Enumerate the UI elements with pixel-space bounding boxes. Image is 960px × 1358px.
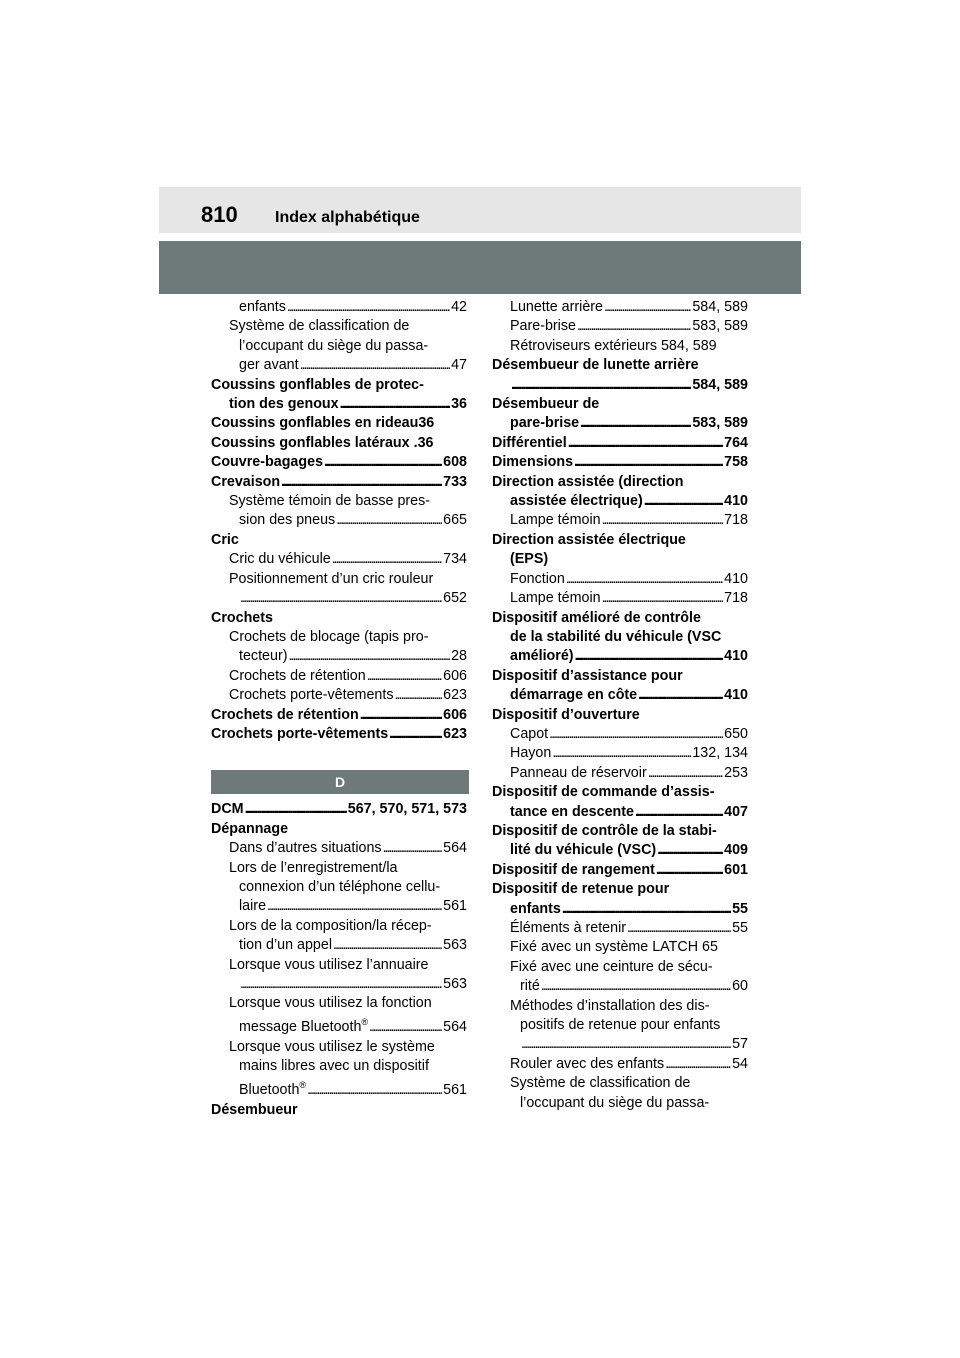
index-entry: [211, 414, 467, 433]
index-entry: [211, 647, 467, 666]
page-ref: 764: [724, 434, 748, 451]
page-ref: 606: [443, 667, 467, 684]
page-ref: 584, 589: [692, 299, 748, 315]
index-entry: [211, 395, 467, 414]
entry-text: Lors de l’enregistrement/la: [229, 859, 398, 876]
entry-text: Dispositif de commande d’assis-: [492, 784, 715, 801]
page-ref: 54: [732, 1055, 748, 1072]
index-entry: [492, 453, 748, 472]
index-entry: [211, 511, 467, 530]
entry-text: Dispositif d’assistance pour: [492, 667, 683, 684]
index-entry: [492, 900, 748, 919]
index-entry: [492, 919, 748, 938]
leader-dots: [568, 434, 723, 453]
leader-dots: [657, 841, 723, 860]
entry-text: Lorsque vous utilisez l’annuaire: [229, 956, 429, 973]
index-entry: [492, 395, 748, 414]
leader-dots: [552, 744, 691, 763]
header-bar: [159, 187, 801, 233]
page-ref: 652: [443, 590, 467, 607]
index-entry: [211, 800, 467, 819]
page-ref: 407: [724, 803, 748, 820]
index-entry: [492, 667, 748, 686]
leader-dots: [324, 453, 442, 472]
index-entry: [492, 997, 748, 1016]
entry-text: Coussins gonflables de protec-: [211, 376, 424, 393]
leader-dots: [367, 667, 442, 686]
page-ref: 42: [451, 299, 467, 315]
leader-dots: [394, 686, 442, 705]
page-ref: 718: [724, 512, 748, 529]
index-entry: [492, 1074, 748, 1093]
page-ref: 57: [732, 1036, 748, 1053]
entry-text: Dispositif de contrôle de la stabi-: [492, 822, 717, 839]
page-ref: 623: [443, 725, 467, 742]
entry-text: l’occupant du siège du passa-: [239, 337, 429, 354]
index-entry: [492, 938, 748, 957]
index-entry: [211, 473, 467, 492]
page-ref: 583, 589: [692, 415, 748, 432]
index-entry: [492, 1094, 748, 1113]
leader-dots: [656, 861, 723, 880]
entry-text: Direction assistée électrique: [492, 531, 686, 548]
entry-text: Positionnement d’un cric rouleur: [229, 570, 434, 587]
entry-text: laire: [239, 898, 267, 915]
index-entry: [211, 1101, 467, 1120]
leader-dots: [521, 1035, 731, 1054]
index-entry: [492, 861, 748, 880]
index-entry: [211, 1057, 467, 1076]
index-entry: [211, 550, 467, 569]
leader-dots: [602, 511, 724, 530]
index-entry: [492, 1055, 748, 1074]
index-entry: [492, 1016, 748, 1035]
page-ref: 567, 570, 571, 573: [347, 801, 467, 818]
entry-text: tion d’un appel: [239, 937, 333, 954]
index-entry: [492, 841, 748, 860]
entry-text: connexion d’un téléphone cellu-: [239, 878, 441, 895]
index-entry: [211, 317, 467, 336]
index-entry: [492, 744, 748, 763]
entry-text: pare-brise: [510, 415, 580, 432]
leader-dots: [627, 919, 731, 938]
leader-dots: [549, 725, 723, 744]
leader-dots: [245, 800, 347, 819]
index-entry: [492, 337, 748, 356]
leader-dots: [369, 1018, 442, 1037]
page-ref: 583, 589: [692, 318, 748, 335]
entry-text: Dépannage: [211, 820, 289, 837]
entry-text: message Bluetooth®: [239, 1017, 369, 1036]
page-ref: 718: [724, 590, 748, 607]
index-entry: [211, 917, 467, 936]
index-entry: [211, 936, 467, 955]
entry-text: tion des genoux: [229, 396, 339, 413]
entry-text: positifs de retenue pour enfants: [520, 1017, 721, 1034]
page-ref: 606: [443, 706, 467, 723]
index-entry: [211, 1014, 467, 1038]
page-ref: 410: [724, 493, 748, 510]
index-entry: [211, 1077, 467, 1101]
index-entry: [492, 609, 748, 628]
page-ref: 36: [451, 396, 467, 413]
leader-dots: [287, 298, 450, 317]
index-entry: [492, 511, 748, 530]
entry-text: Système témoin de basse pres-: [229, 493, 431, 510]
leader-dots: [333, 936, 442, 955]
entry-text: mains libres avec un dispositif: [239, 1058, 429, 1075]
page-title: Index alphabétique: [275, 209, 420, 226]
entry-text: Bluetooth®: [239, 1080, 307, 1099]
index-entry: [211, 667, 467, 686]
page-ref: 55: [732, 900, 748, 917]
leader-dots: [389, 725, 442, 744]
index-entry: [492, 356, 748, 375]
entry-text: Éléments à retenir: [510, 920, 627, 936]
index-entry: [211, 376, 467, 395]
index-entry: [492, 977, 748, 996]
entry-text: Système de classification de: [229, 318, 410, 335]
index-entry: [211, 492, 467, 511]
entry-text: Dispositif d’ouverture: [492, 706, 640, 723]
index-entry: [492, 783, 748, 802]
entry-text: démarrage en côte: [510, 687, 638, 704]
page-ref: 584, 589: [692, 376, 748, 393]
index-entry: [211, 956, 467, 975]
entry-text: Fixé avec une ceinture de sécu-: [510, 958, 713, 975]
entry-text: ger avant: [239, 357, 299, 374]
section-header: D: [211, 770, 469, 794]
entry-text: Dispositif de rangement: [492, 861, 655, 878]
entry-text: Capot: [510, 725, 549, 742]
index-entry: [492, 686, 748, 705]
index-entry: [492, 880, 748, 899]
index-entry: [492, 492, 748, 511]
entry-text: tance en descente: [510, 803, 634, 820]
index-entry: [211, 356, 467, 375]
page-ref: 561: [443, 898, 467, 915]
entry-text: DCM: [211, 801, 244, 818]
leader-dots: [665, 1055, 731, 1074]
entry-text: rité: [520, 978, 540, 995]
index-entry: [492, 531, 748, 550]
index-entry: [211, 570, 467, 589]
entry-text: Rouler avec des enfants: [510, 1055, 665, 1072]
entry-text: Coussins gonflables en rideau: [211, 415, 419, 432]
index-entry: [211, 628, 467, 647]
page-ref: 410: [724, 648, 748, 665]
page-ref: 36: [417, 434, 434, 451]
entry-text: Méthodes d’installation des dis-: [510, 997, 710, 1014]
entry-text: l’occupant du siège du passa-: [520, 1094, 710, 1111]
registered-mark: ®: [299, 1080, 307, 1091]
entry-text: Rétroviseurs extérieurs 584, 589: [510, 337, 717, 354]
leader-dots: [307, 1081, 442, 1100]
entry-text: amélioré): [510, 648, 574, 665]
index-entry: [211, 839, 467, 858]
leader-dots: [574, 453, 723, 472]
leader-dots: [240, 589, 442, 608]
page-ref: 665: [443, 512, 467, 529]
leader-dots: [562, 900, 731, 919]
index-entry: [492, 317, 748, 336]
entry-text: Lorsque vous utilisez la fonction: [229, 995, 432, 1012]
index-entry: [492, 550, 748, 569]
index-entry: [211, 453, 467, 472]
leader-dots: [577, 317, 691, 336]
index-entry: [211, 589, 467, 608]
leader-dots: [644, 492, 723, 511]
index-entry: [492, 298, 748, 317]
leader-dots: [360, 706, 442, 725]
leader-dots: [281, 473, 442, 492]
entry-text: Crochets de rétention: [211, 706, 359, 723]
index-entry: [211, 994, 467, 1013]
index-entry: [211, 897, 467, 916]
leader-dots: [340, 395, 450, 414]
page-ref: 564: [443, 840, 467, 857]
entry-text: Crevaison: [211, 473, 281, 490]
leader-dots: [332, 550, 442, 569]
index-entry: [211, 609, 467, 628]
index-entry: [492, 1035, 748, 1054]
entry-text: Lampe témoin: [510, 590, 601, 607]
leader-dots: [604, 298, 691, 317]
entry-text: Couvre-bagages: [211, 454, 324, 471]
leader-dots: [602, 589, 724, 608]
entry-text: tecteur): [239, 648, 288, 665]
leader-dots: [288, 647, 450, 666]
entry-text: Crochets de rétention: [229, 667, 366, 684]
entry-text: Lors de la composition/la récep-: [229, 917, 432, 934]
entry-text: Crochets de blocage (tapis pro-: [229, 628, 429, 645]
entry-text: Direction assistée (direction: [492, 473, 684, 490]
index-entry: [211, 686, 467, 705]
leader-dots: [300, 356, 450, 375]
entry-text: Différentiel: [492, 434, 567, 451]
entry-text: enfants: [239, 299, 286, 315]
page-ref: 758: [724, 454, 748, 471]
entry-text: Lunette arrière: [510, 299, 603, 315]
index-entry: [211, 531, 467, 550]
entry-text: Lorsque vous utilisez le système: [229, 1038, 435, 1055]
entry-text: enfants: [510, 900, 561, 917]
entry-text: de la stabilité du véhicule (VSC: [510, 628, 722, 645]
entry-text: lité du véhicule (VSC): [510, 842, 657, 859]
header-band: [159, 241, 801, 294]
index-entry: [211, 434, 467, 453]
index-entry: [211, 859, 467, 878]
page-ref: 561: [443, 1082, 467, 1099]
entry-text: Coussins gonflables latéraux .: [211, 434, 418, 451]
index-entry: [492, 803, 748, 822]
entry-text: Dimensions: [492, 454, 574, 471]
page-ref: 734: [443, 551, 467, 568]
entry-text: Panneau de réservoir: [510, 764, 647, 781]
index-column-right: [492, 298, 748, 1113]
leader-dots: [648, 764, 723, 783]
index-entry: [211, 337, 467, 356]
entry-text: Lampe témoin: [510, 512, 601, 529]
leader-dots: [635, 803, 723, 822]
entry-text: Fonction: [510, 570, 565, 587]
leader-dots: [240, 975, 442, 994]
leader-dots: [511, 376, 691, 395]
page-ref: 47: [451, 357, 467, 374]
page-ref: 564: [443, 1019, 467, 1036]
page-ref: 55: [732, 920, 748, 936]
leader-dots: [541, 977, 731, 996]
index-entry: [492, 822, 748, 841]
entry-text: Désembueur: [211, 1101, 298, 1118]
leader-dots: [566, 570, 723, 589]
entry-text: Dispositif de retenue pour: [492, 881, 670, 898]
index-entry: [492, 647, 748, 666]
page-ref: 623: [443, 687, 467, 704]
entry-text: Dispositif amélioré de contrôle: [492, 609, 701, 626]
page-ref: 601: [724, 861, 748, 878]
page-ref: 409: [724, 842, 748, 859]
page-number: 810: [201, 202, 238, 227]
index-entry: [211, 725, 467, 744]
page-ref: 410: [724, 570, 748, 587]
index-entry: [211, 298, 467, 317]
page-ref: 733: [443, 473, 467, 490]
page-ref: 36: [418, 415, 435, 432]
leader-dots: [580, 414, 691, 433]
index-entry: [492, 628, 748, 647]
entry-text: Système de classification de: [510, 1075, 691, 1092]
index-entry: [492, 958, 748, 977]
entry-text: Crochets porte-vêtements: [229, 687, 394, 704]
entry-text: Hayon: [510, 745, 552, 762]
index-entry: [211, 975, 467, 994]
entry-text: assistée électrique): [510, 493, 643, 510]
index-entry: [492, 764, 748, 783]
page-ref: 650: [724, 725, 748, 742]
entry-text: Dans d’autres situations: [229, 840, 382, 857]
index-entry: [492, 434, 748, 453]
index-entry: [211, 706, 467, 725]
page-ref: 563: [443, 937, 467, 954]
index-entry: [492, 725, 748, 744]
page-ref: 28: [451, 648, 467, 665]
entry-text: Cric: [211, 531, 239, 548]
index-entry: [492, 473, 748, 492]
index-entry: [492, 706, 748, 725]
entry-text: Désembueur de lunette arrière: [492, 357, 699, 374]
index-entry: [211, 1038, 467, 1057]
index-entry: [492, 570, 748, 589]
index-entry: [492, 589, 748, 608]
leader-dots: [575, 647, 724, 666]
page-ref: 132, 134: [692, 745, 748, 762]
index-column-left: [211, 298, 467, 1120]
entry-text: Crochets: [211, 609, 273, 626]
page-ref: 60: [732, 978, 748, 995]
page-ref: 608: [443, 454, 467, 471]
registered-mark: ®: [361, 1017, 369, 1028]
index-entry: [492, 376, 748, 395]
entry-text: Désembueur de: [492, 396, 600, 413]
leader-dots: [267, 897, 442, 916]
leader-dots: [383, 839, 443, 858]
entry-text: Fixé avec un système LATCH 65: [510, 939, 718, 956]
leader-dots: [336, 511, 442, 530]
entry-text: sion des pneus: [239, 512, 336, 529]
entry-text: Cric du véhicule: [229, 551, 331, 568]
index-entry: [492, 414, 748, 433]
page-ref: 563: [443, 976, 467, 992]
entry-text: (EPS): [510, 551, 549, 568]
page-ref: 410: [724, 687, 748, 704]
index-entry: [211, 878, 467, 897]
entry-text: Crochets porte-vêtements: [211, 725, 389, 742]
entry-text: Pare-brise: [510, 318, 576, 335]
page-ref: 253: [724, 764, 748, 781]
index-entry: [211, 820, 467, 839]
leader-dots: [638, 686, 723, 705]
